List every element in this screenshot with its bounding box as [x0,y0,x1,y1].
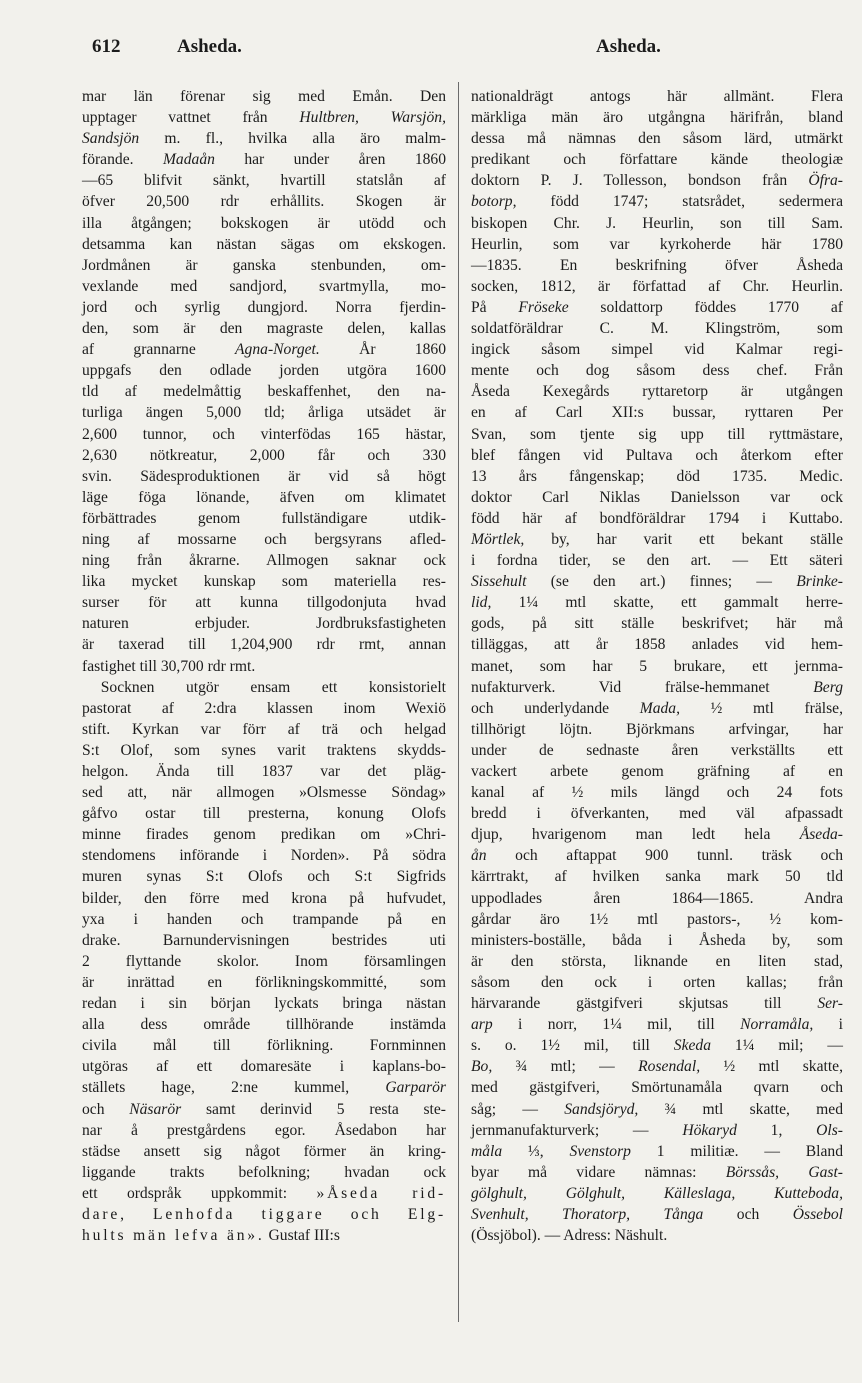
text-line [471,719,843,740]
text-line [82,803,446,824]
text-segment: läge föga lönande, äfven om klimatet [82,488,446,506]
text-line [471,866,843,887]
text-segment: är taxerad till 1,204,900 rdr rmt, annan [82,636,446,654]
text-segment: Bo, [471,1058,493,1076]
text-line [82,634,446,655]
text-line [471,318,843,339]
text-segment: sed att, när allmogen »Olsmesse Söndag» [82,784,446,802]
text-line [82,866,446,887]
text-segment: ¾ mtl; — [492,1058,639,1076]
text-segment: blef fången vid Pultava och återkom efter [471,446,843,464]
text-segment: utgöras af ett domaresäte i kaplans-bo- [82,1058,446,1076]
text-line [471,634,843,655]
text-segment: Sandsjöryd, [564,1100,639,1118]
text-segment: af grannarne [82,341,236,359]
text-segment: Ser- [817,995,843,1013]
text-line [82,613,446,634]
text-segment: stendomens införande i Norden». På södra [82,847,446,865]
text-segment: detsamma kan nästan sägas om ekskogen. [82,235,446,253]
text-segment: städse ansett sig något förmer än kring- [82,1142,446,1160]
text-segment: under de sednaste åren verkställts ett [471,741,843,759]
text-segment: i fordna tider, se den art. — Ett säteri [471,552,843,570]
text-segment: svin. Sädesproduktionen är vid så högt [82,467,446,485]
text-segment: är den största, liknande en liten stad, [471,952,843,970]
text-segment: förbättrades genom fullständigare utdik- [82,509,446,527]
text-line [82,845,446,866]
text-segment: är inrättad en förlikningskommitté, som [82,973,446,991]
text-segment: född här af bondföräldrar 1794 i Kuttabo. [471,509,843,527]
text-segment: Sandsjön [82,130,140,148]
text-segment: mente och dog såsom dess chef. Från [471,362,843,380]
text-line [471,993,843,1014]
text-line [82,1120,446,1141]
text-line [471,1014,843,1035]
text-segment: Socknen utgör ensam ett konsistorielt [100,678,446,696]
text-line [82,656,446,677]
text-segment: —65 blifvit sänkt, hvartill statslån af [82,172,446,190]
text-line [82,213,446,234]
text-line [82,677,446,698]
text-line [471,487,843,508]
text-segment: stift. Kyrkan var förr af trä och helgad [82,720,446,738]
text-segment: redan i sin början lyckats bringa nästan [82,995,446,1013]
text-line [471,213,843,234]
text-segment: upptager vattnet från [82,109,300,127]
text-line [471,1225,843,1246]
text-segment: med gästgifveri, Smörtunamåla qvarn och [471,1079,843,1097]
text-line [471,381,843,402]
text-line [471,698,843,719]
text-line [471,845,843,866]
text-segment: ½ mtl frälse, [680,699,843,717]
text-segment: dessa må nämnas den såsom lärd, utmärkt [471,130,843,148]
text-line [82,1162,446,1183]
text-line [82,782,446,803]
text-line [82,1077,446,1098]
text-segment: i norr, 1¼ mil, till [492,1016,741,1034]
text-line [82,445,446,466]
text-line [82,888,446,909]
text-line [471,424,843,445]
text-segment: predikant och författare kände theologiæ [471,151,843,169]
text-line [82,381,446,402]
text-segment: jord och syrlig dungjord. Norra fjerdin- [82,298,446,316]
text-line [82,951,446,972]
text-segment: djup, hvarigenom man ledt hela [471,826,800,844]
running-head-right: Asheda. [596,36,661,57]
text-line [82,508,446,529]
text-line [471,613,843,634]
text-line [82,339,446,360]
text-line [471,824,843,845]
text-segment: och underlydande [471,699,640,717]
text-line [471,466,843,487]
text-line [471,86,843,107]
text-segment: 2,600 tunnor, och vinterfödas 165 hästar, [82,425,446,443]
text-segment: bredd i öfverkanten, med väl afpassadt [471,805,843,823]
text-line [82,550,446,571]
text-segment: Åseda Kexegårds ryttaretorp är utgången [471,383,843,401]
text-segment: Öfra- [808,172,843,190]
text-segment: 2 flyttande skolor. Inom församlingen [82,952,446,970]
text-segment: muren synas S:t Olofs och S:t Sigfrids [82,868,446,886]
text-segment: Börssås, Gast- [725,1163,843,1181]
text-segment: och [82,1100,130,1118]
text-segment: Jordmånen är ganska stenbunden, om- [82,256,446,274]
text-segment: m. fl., hvilka alla äro malm- [139,130,446,148]
text-segment: minne firades genom predikan om »Chri- [82,826,446,844]
page-header [0,36,862,66]
text-line [471,571,843,592]
text-segment: yxa i handen och trampande på en [82,910,446,928]
text-segment: arp [471,1016,493,1034]
text-segment: måla [471,1142,503,1160]
text-segment: ett ordspråk uppkommit: [82,1184,317,1202]
text-segment: tillhörigt löjtn. Björkmans arfvingar, har [471,720,843,738]
text-segment: Mada, [639,699,680,717]
text-segment: Sissehult [471,573,527,591]
text-segment: 1 militiæ. — Bland [630,1142,844,1160]
text-line [82,698,446,719]
text-line [82,128,446,149]
text-line [471,339,843,360]
text-segment: Hökaryd [682,1121,737,1139]
running-head-left: Asheda. [177,36,242,57]
text-segment: illa åtgången; bokskogen är utödd och [82,214,446,232]
text-segment: förande. [82,151,163,169]
text-line [82,107,446,128]
text-line [471,677,843,698]
text-segment: 1¼ mtl skatte, ett gammalt herre- [491,594,843,612]
text-segment: tld af medelmåttig beskaffenhet, den na- [82,383,446,401]
text-segment: S:t Olof, som synes varit traktens skydds- [82,741,446,759]
text-line [471,1077,843,1098]
text-segment: botorp, [471,193,517,211]
text-segment: pastorat af 2:dra klassen inom Wexiö [82,699,446,717]
text-line [471,1120,843,1141]
text-line [82,1056,446,1077]
text-line [82,1141,446,1162]
text-segment: bilder, den förre med krona på hufvudet, [82,889,446,907]
text-segment: ån [471,847,487,865]
text-segment: mar län förenar sig med Emån. Den [82,88,446,105]
text-segment: socken, 1812, är författad af Chr. Heurlin. [471,277,843,295]
text-line [471,1183,843,1204]
text-segment: öfver 20,500 rdr erhållits. Skogen är [82,193,446,211]
text-segment: Össebol [792,1205,843,1223]
text-segment: gölghult, Gölghult, Källeslaga, Kutteboda, [471,1184,843,1202]
text-segment: kanal af ½ mils längd och 24 fots [471,784,843,802]
text-line [471,930,843,951]
text-line [471,234,843,255]
text-line [471,550,843,571]
text-segment: by, har varit ett bekant ställe [524,530,843,548]
text-line [82,402,446,423]
text-line [471,402,843,423]
text-line [82,360,446,381]
text-segment: en af Carl XII:s bussar, ryttaren Per [471,404,843,422]
text-line [471,1162,843,1183]
text-line [471,445,843,466]
text-line [82,993,446,1014]
text-segment: biskopen Chr. J. Heurlin, son till Sam. [471,214,843,232]
text-segment: 1, [736,1121,817,1139]
text-segment: samt derinvid 5 resta ste- [181,1100,446,1118]
text-line [471,761,843,782]
text-segment: byar må vidare nämnas: [471,1163,726,1181]
text-segment: nufakturverk. Vid frälse-hemmanet [471,678,814,696]
text-line [471,803,843,824]
text-segment: Skeda [673,1037,712,1055]
text-segment: hults män lefva än». [82,1227,265,1245]
page-number: 612 [92,36,121,57]
text-line [471,972,843,993]
text-segment: jernmanufakturverk; — [471,1121,683,1139]
text-line [82,740,446,761]
text-segment: 1¼ mil; — [711,1037,843,1055]
text-line [471,508,843,529]
text-segment: Mörtlek, [471,530,525,548]
text-line [471,191,843,212]
text-segment: Berg [813,678,843,696]
text-line [471,529,843,550]
text-line [82,276,446,297]
text-segment: Madaån [162,151,215,169]
text-segment: ning af mossarne och bergsyrans afled- [82,530,446,548]
text-segment: såg; — [471,1100,565,1118]
text-segment: dare, Lenhofda tiggare och Elg- [82,1205,446,1223]
text-segment: Svan, som tjente sig upp till ryttmästare, [471,425,843,443]
text-line [82,149,446,170]
text-segment: ställets hage, 2:ne kummel, [82,1079,386,1097]
text-line [471,1035,843,1056]
text-segment: drake. Barnundervisningen bestrides uti [82,931,446,949]
text-line [82,761,446,782]
text-segment: har under åren 1860 [214,151,447,169]
text-line [82,1035,446,1056]
text-segment: —1835. En beskrifning öfver Åsheda [471,256,843,274]
text-line [471,782,843,803]
text-segment: uppodlades åren 1864—1865. Andra [471,889,843,907]
text-segment: doktor Carl Niklas Danielsson var ock [471,488,843,506]
text-line [471,656,843,677]
text-segment: gårdar äro 1½ mtl pastors-, ½ kom- [471,910,843,928]
text-line [82,487,446,508]
text-segment: Fröseke [518,298,569,316]
text-line [82,1099,446,1120]
text-line [471,1056,843,1077]
text-line [471,360,843,381]
text-line [82,318,446,339]
text-line [82,466,446,487]
text-segment: liggande trakts befolkning; hvadan ock [82,1163,446,1181]
right-column [471,86,843,1246]
text-line [82,424,446,445]
text-segment: vexlande med sandjord, svartmylla, mo- [82,277,446,295]
text-segment: surser för att kunna tillgodonjuta hvad [82,594,446,612]
text-segment: född 1747; statsrådet, sedermera [516,193,843,211]
text-segment: manet, som har 5 brukare, ett jernma- [471,657,843,675]
text-segment: soldattorp föddes 1770 af [568,298,843,316]
text-segment: kärrtrakt, af hvilken sanka mark 50 tld [471,868,843,886]
text-segment: soldatföräldrar C. M. Klingström, som [471,320,843,338]
text-line [471,909,843,930]
text-segment: turliga ängen 5,000 tld; årliga utsädet är [82,404,446,422]
column-divider [458,82,459,1322]
text-line [82,1225,446,1246]
text-segment: 13 års fångenskap; död 1735. Medic. [471,467,843,485]
text-segment: uppgafs den odlade jorden utgöra 1600 [82,362,446,380]
text-line [82,529,446,550]
text-segment: och aftappat 900 tunnl. träsk och [486,847,843,865]
text-segment: nar å prestgårdens egor. Åsedabon har [82,1121,446,1139]
text-line [471,888,843,909]
text-line [471,170,843,191]
text-line [82,909,446,930]
text-line [471,1141,843,1162]
text-segment: såsom den ock i orten kallas; från [471,973,843,991]
text-segment: härvarande gästgifveri skjutsas till [471,995,818,1013]
text-segment: ingick såsom simpel vid Kalmar regi- [471,341,843,359]
text-segment: alla dess område tillhörande instämda [82,1016,446,1034]
text-segment: Garparör [385,1079,446,1097]
text-segment: 2,630 nötkreatur, 2,000 får och 330 [82,446,446,464]
text-segment: Hultbren, Warsjön, [299,109,446,127]
text-segment: Norramåla, [740,1016,814,1034]
text-segment: tilläggas, att år 1858 anlades vid hem- [471,636,843,654]
text-segment: »Åseda rid- [316,1184,446,1202]
text-line [82,297,446,318]
text-segment: År 1860 [319,341,446,359]
text-segment: Svenhult, Thoratorp, Tånga [471,1205,704,1223]
text-line [82,255,446,276]
text-line [82,972,446,993]
text-line [82,592,446,613]
text-line [82,930,446,951]
text-segment: ⅓, [502,1142,570,1160]
text-segment: Ols- [816,1121,843,1139]
text-line [82,1204,446,1225]
text-segment: På [471,298,519,316]
text-line [471,1099,843,1120]
text-segment: s. o. 1½ mil, till [471,1037,674,1055]
text-segment: Åseda- [799,826,843,844]
text-line [471,592,843,613]
text-segment: Brinke- [796,573,843,591]
text-segment: fastighet till 30,700 rdr rmt. [82,657,256,675]
text-line [82,191,446,212]
text-segment: ½ mtl skatte, [700,1058,843,1076]
text-line [82,1014,446,1035]
text-segment: helgon. Ända till 1837 var det pläg- [82,763,446,780]
text-segment: ministers-boställe, båda i Åsheda by, som [471,931,843,949]
text-segment: Svenstorp [569,1142,631,1160]
text-line [82,1183,446,1204]
text-segment: doktorn P. J. Tollesson, bondson från [471,172,809,190]
text-segment: vackert arbete genom gräfning af en [471,763,843,780]
text-segment: naturen erbjuder. Jordbruksfastigheten [82,615,446,633]
text-line [471,276,843,297]
text-segment: gåfvo ostar till presterna, konung Olofs [82,805,446,823]
text-line [471,1204,843,1225]
text-line [82,571,446,592]
text-segment: Agna-Norget. [235,341,320,359]
text-segment: den, som är den magraste delen, kallas [82,320,446,338]
text-segment: märkliga män äro utgångna härifrån, bland [471,109,843,127]
text-segment: och [703,1205,793,1223]
text-segment: lika mycket kunskap som materiella res- [82,573,446,591]
text-segment: ¾ mtl skatte, med [638,1100,843,1118]
text-segment: Gustaf III:s [264,1227,340,1245]
text-line [471,128,843,149]
text-line [82,824,446,845]
text-line [471,149,843,170]
text-segment: (Össjöbol). — Adress: Näshult. [471,1227,668,1245]
text-segment: Rosendal, [638,1058,701,1076]
text-segment: Näsarör [129,1100,182,1118]
text-line [82,86,446,107]
text-segment: i [813,1016,843,1034]
left-column [82,86,446,1246]
text-segment: Heurlin, som var kyrkoherde här 1780 [471,235,843,253]
text-line [471,740,843,761]
text-segment: lid, [471,594,492,612]
text-segment: (se den art.) finnes; — [526,573,797,591]
text-line [471,107,843,128]
text-segment: nationaldrägt antogs här allmänt. Flera [471,88,843,105]
text-line [82,170,446,191]
text-segment: ning från åkrarne. Allmogen saknar ock [82,552,446,570]
text-line [471,255,843,276]
text-line [471,297,843,318]
text-line [82,234,446,255]
text-line [471,951,843,972]
text-line [82,719,446,740]
text-segment: civila mål till förlikning. Fornminnen [82,1037,446,1055]
text-segment: gods, på sitt ställe beskrifvet; här må [471,615,843,633]
